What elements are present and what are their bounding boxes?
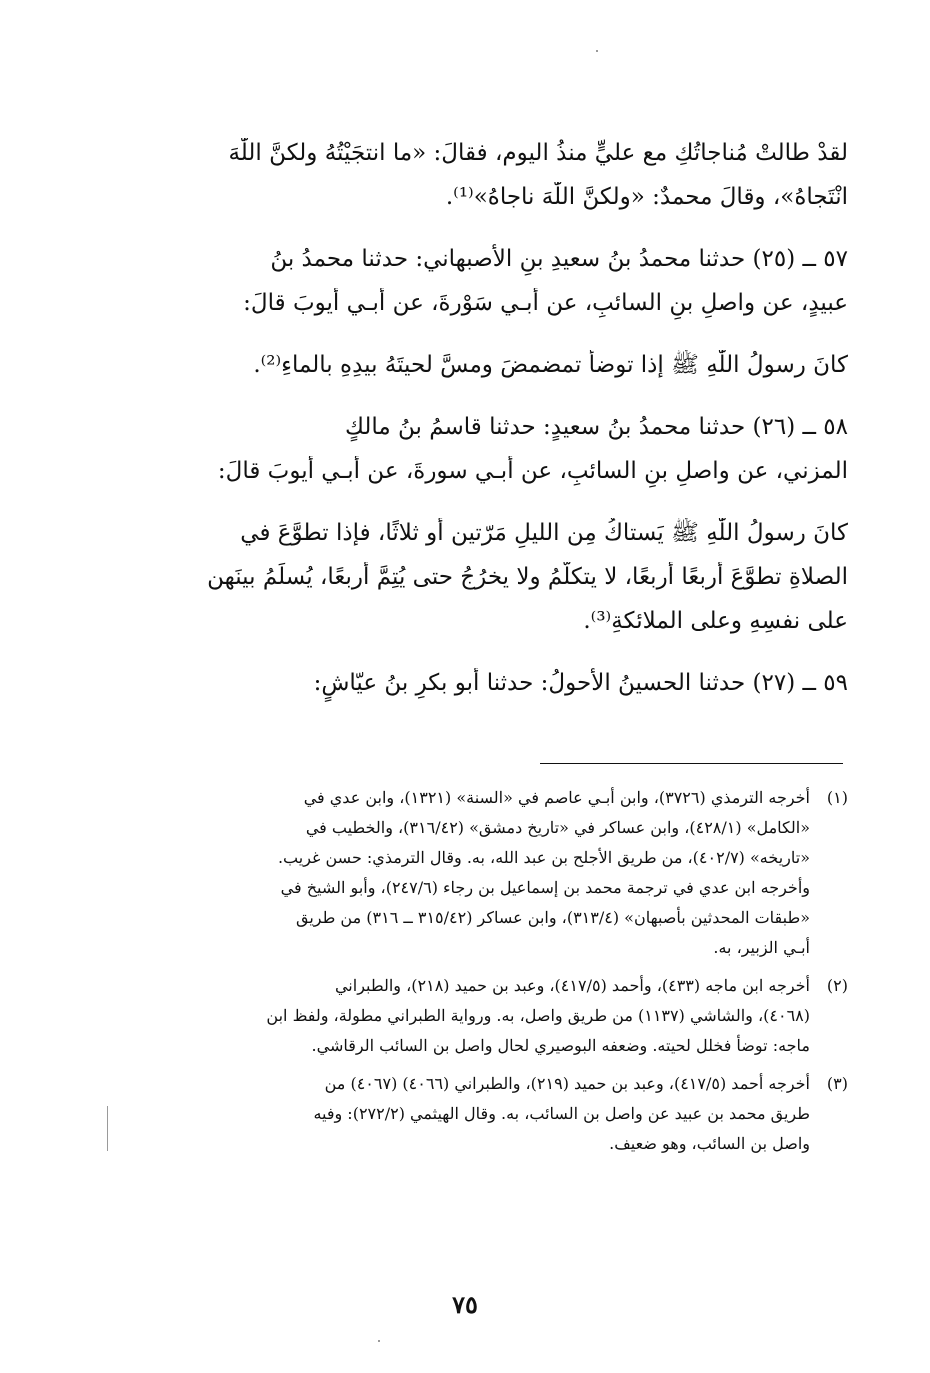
- footnote-line: «تاريخه» (٤٠٢/٧)، من طريق الأجلح بن عبد الله، به. وقال الترمذي: حسن غريب.: [277, 848, 810, 867]
- footnote-line: أخرجه أحمد (٤١٧/٥)، وعبد بن حميد (٢١٩)، والطبراني (٤٠٦٦) (٤٠٦٧) من: [324, 1074, 810, 1093]
- footnotes: [128, 786, 848, 1170]
- scan-speck: [378, 1340, 380, 1342]
- paragraph-gap: [125, 332, 848, 350]
- footnote-line: وأخرجه ابن عدي في ترجمة محمد بن إسماعيل بن رجاء (٢٤٧/٦)، وأبو الشيخ في: [280, 878, 810, 897]
- footnote: [128, 1072, 848, 1162]
- paragraph-gap: [125, 394, 848, 412]
- footnote-line: أخرجه الترمذي (٣٧٢٦)، وابن أبـي عاصم في «السنة» (١٣٢١)، وابن عدي في: [303, 788, 810, 807]
- footnote-line: ماجه: توضأ فخلل لحيته. وضعفه البوصيري لحال واصل بن السائب الرقاشي.: [311, 1036, 810, 1055]
- scan-line-mark: [107, 1106, 108, 1151]
- paragraph-gap: [125, 226, 848, 244]
- text-line: ٥٩ ــ (٢٧) حدثنا الحسينُ الأحولُ: حدثنا أبو بكرِ بنُ عيّاشٍ:: [313, 670, 848, 696]
- text-line: لقدْ طالتْ مُناجاتُكِ مع عليٍّ منذُ اليوم، فقالَ: «ما انتجَيْتُهُ ولكنَّ اللّٰهَ: [228, 140, 848, 166]
- footnote-line: «طبقات المحدثين بأصبهان» (٣١٣/٤)، وابن عساكر (٣١٥/٤٢ ــ ٣١٦) من طريق: [295, 908, 810, 927]
- footnote-line: أخرجه ابن ماجه (٤٣٣)، وأحمد (٤١٧/٥)، وعبد بن حميد (٢١٨)، والطبراني: [334, 976, 810, 995]
- main-text: [125, 138, 848, 712]
- footnote-line: واصل بن السائب، وهو ضعيف.: [609, 1134, 810, 1153]
- scan-speck: [596, 50, 598, 52]
- text-line: عبيدٍ، عن واصلِ بنِ السائبِ، عن أبـي سَوْرةَ، عن أبـي أيوبَ قالَ:: [243, 290, 848, 316]
- page-number: ٧٥: [452, 1290, 478, 1319]
- footnote: [128, 786, 848, 966]
- text-line: انْتَجاهُ»، وقالَ محمدٌ: «ولكنَّ اللّٰهَ ناجاهُ»⁽¹⁾.: [445, 184, 848, 210]
- text-line: كانَ رسولُ اللّٰهِ ﷺ يَستاكُ مِن الليلِ مَرّتين أو ثلاثًا، فإذا تطوَّعَ في: [240, 520, 848, 546]
- text-line: الصلاةِ تطوَّعَ أربعًا أربعًا، لا يتكلَّمُ ولا يخرُجُ حتى يُتِمَّ أربعًا، يُسلِّمُ بينَهن: [207, 564, 848, 590]
- footnote-number: (٢): [826, 976, 848, 995]
- paragraph-gap: [125, 650, 848, 668]
- footnote: [128, 974, 848, 1064]
- footnote-line: أبـي الزبير، به.: [713, 938, 810, 957]
- footnote-line: «الكامل» (٤٢٨/١)، وابن عساكر في «تاريخ دمشق» (٣١٦/٤٢)، والخطيب في: [305, 818, 810, 837]
- text-line: كانَ رسولُ اللّٰهِ ﷺ إذا توضأَ تمضمضَ ومسَّ لحيتَهُ بيدِهِ بالماءِ⁽²⁾.: [253, 352, 848, 378]
- text-line: ٥٧ ــ (٢٥) حدثنا محمدُ بنُ سعيدِ بنِ الأَصبهاني: حدثنا محمدُ بنُ: [270, 246, 848, 272]
- footnote-number: (١): [826, 788, 848, 807]
- paragraph-gap: [125, 500, 848, 518]
- footnote-number: (٣): [826, 1074, 848, 1093]
- footnote-line: (٤٠٦٨)، والشاشي (١١٣٧) من طريق واصل، به. ورواية الطبراني مطولة، ولفظ ابن: [266, 1006, 810, 1025]
- text-line: المزني، عن واصلِ بنِ السائبِ، عن أبـي سورةَ، عن أبـي أيوبَ قالَ:: [217, 458, 848, 484]
- footnote-line: طريق محمد بن عبيد عن واصل بن السائب، به. وقال الهيثمي (٢٧٢/٢): وفيه: [313, 1104, 810, 1123]
- text-line: على نفسِهِ وعلى الملائكةِ⁽³⁾.: [583, 608, 848, 634]
- footnote-separator: [540, 763, 843, 764]
- text-line: ٥٨ ــ (٢٦) حدثنا محمدُ بنُ سعيدٍ: حدثنا قاسمُ بنُ مالكٍ: [344, 414, 848, 440]
